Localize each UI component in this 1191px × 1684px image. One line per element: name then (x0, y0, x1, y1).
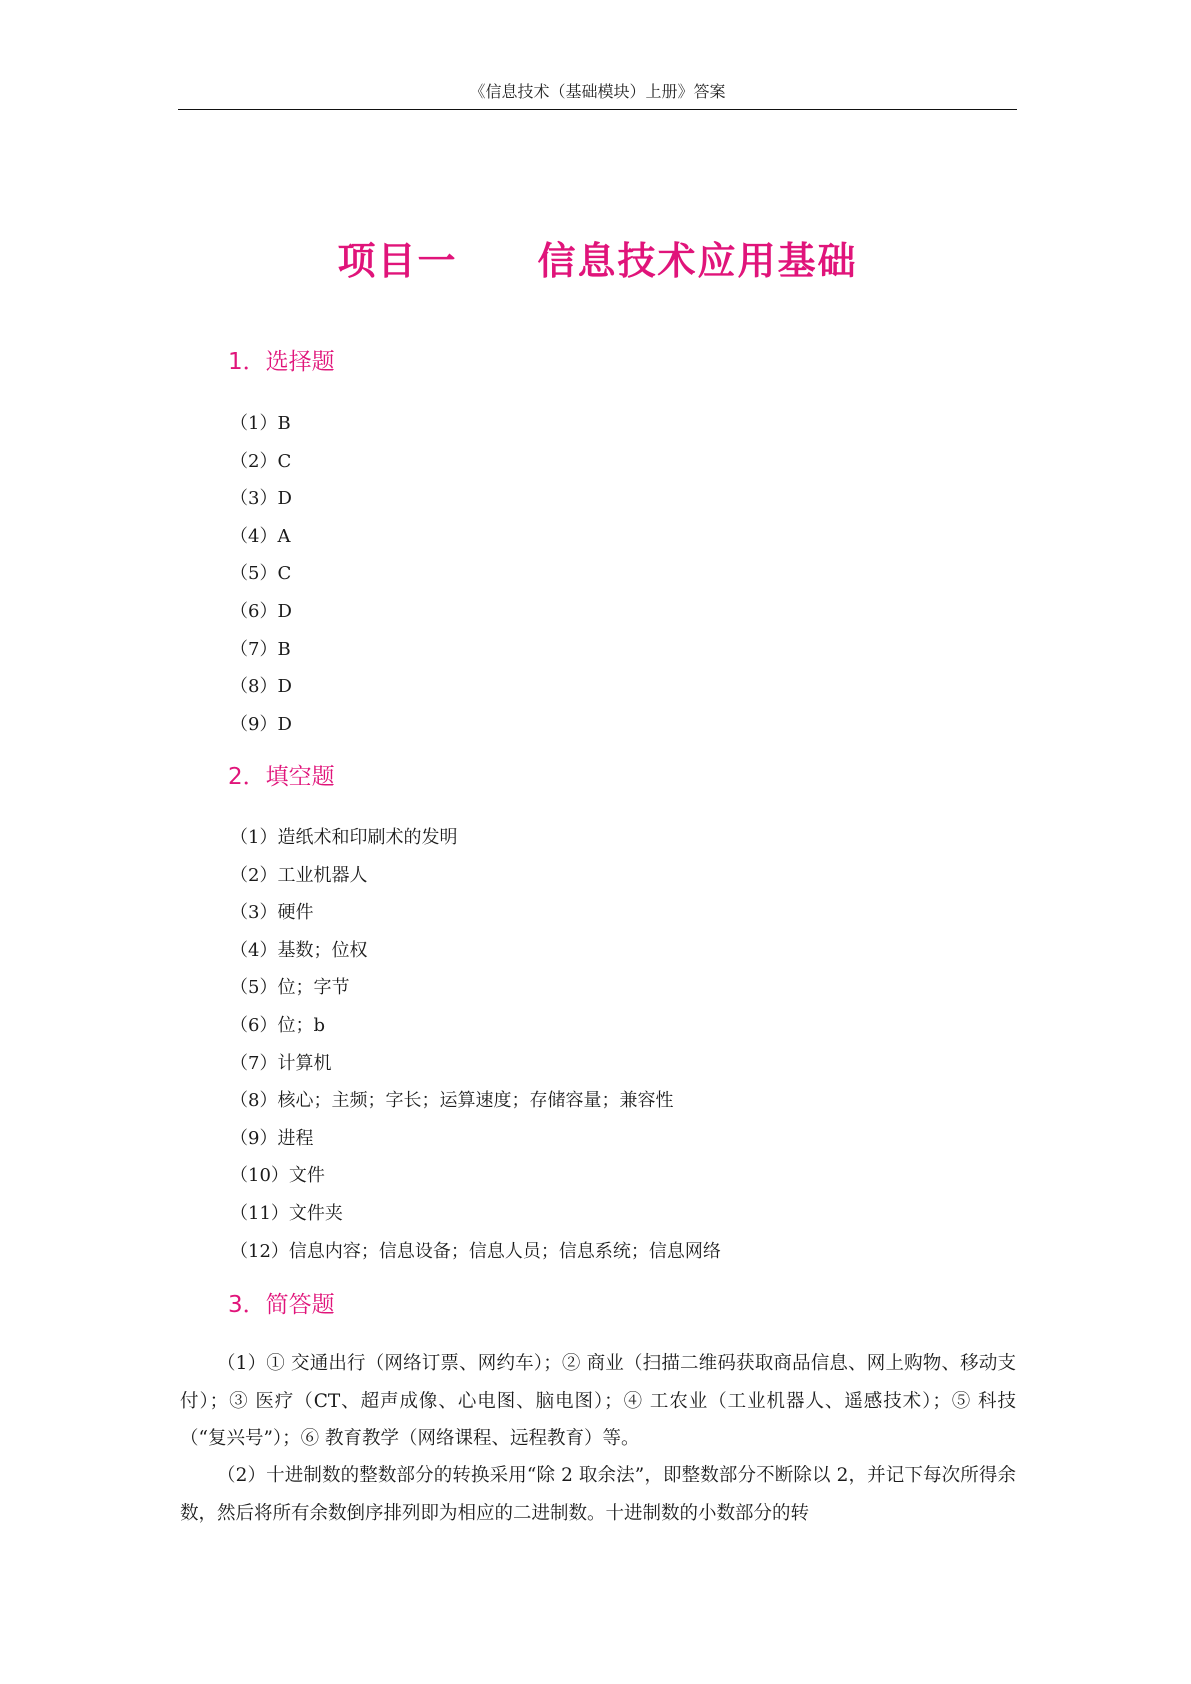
item-answer: B (277, 638, 291, 660)
list-item (230, 706, 292, 744)
list-item (230, 894, 721, 932)
list-item (230, 1120, 721, 1158)
paragraph-text: 十进制数的整数部分的转换采用“除 2 取余法”，即整数部分不断除以 2，并记下每次所得余数，然后将所有余数倒序排列即为相应的二进制数。十进制数的小数部分的转 (180, 1465, 1016, 1524)
list-item (230, 1082, 721, 1120)
item-answer: 信息内容；信息设备；信息人员；信息系统；信息网络 (288, 1240, 721, 1262)
list-item (230, 593, 292, 631)
list-item (230, 480, 292, 518)
item-number: （5） (230, 563, 278, 585)
list-item (230, 443, 292, 481)
item-answer: C (277, 563, 292, 585)
item-answer: D (277, 488, 292, 510)
paragraph-number: （1） (217, 1353, 267, 1374)
running-header: 《信息技术（基础模块）上册》答案 (469, 82, 726, 101)
list-item (230, 518, 292, 556)
list-item (230, 555, 292, 593)
item-answer: D (277, 676, 292, 698)
item-number: （3） (230, 902, 278, 924)
item-number: （9） (230, 1127, 278, 1149)
list-item (230, 969, 721, 1007)
list-item (230, 631, 292, 669)
list-item (230, 857, 721, 895)
list-item (230, 1195, 721, 1233)
item-number: （2） (230, 864, 278, 886)
section-heading-fill-in: 2．填空题 (228, 764, 335, 790)
item-number: （3） (230, 488, 278, 510)
item-answer: D (277, 713, 292, 735)
item-number: （7） (230, 638, 278, 660)
item-number: （1） (230, 413, 278, 434)
item-answer: 文件夹 (288, 1202, 343, 1224)
list-item (230, 405, 292, 443)
item-answer: 核心；主频；字长；运算速度；存储容量；兼容性 (277, 1090, 674, 1112)
item-number: （7） (230, 1052, 278, 1074)
item-number: （4） (230, 525, 278, 547)
list-item (230, 819, 721, 857)
paragraph-text: ① 交通出行（网络订票、网约车）；② 商业（扫描二维码获取商品信息、网上购物、移动支付）；③ 医疗（CT、超声成像、心电图、脑电图）；④ 工农业（工业机器人、遥感技术）；⑤ 科技（“复兴号”）；⑥ 教育教学（网络课程、远程教育）等。 (180, 1353, 1016, 1449)
item-answer: 计算机 (277, 1052, 332, 1074)
item-answer: C (277, 450, 292, 472)
item-answer: 位；字节 (277, 977, 350, 999)
item-number: （1） (230, 827, 278, 848)
page-title: 项目一 信息技术应用基础 (337, 239, 858, 283)
item-number: （9） (230, 713, 278, 735)
item-answer: 位；b (277, 1014, 325, 1036)
fill-in-answer-list (230, 819, 721, 1270)
item-number: （8） (230, 676, 278, 698)
item-number: （10） (230, 1165, 289, 1187)
short-answer-paragraph (180, 1457, 1016, 1532)
section-heading-short-answer: 3．简答题 (228, 1292, 335, 1318)
item-answer: 硬件 (277, 902, 314, 924)
item-number: （2） (230, 450, 278, 472)
list-item (230, 1007, 721, 1045)
short-answer-paragraph (180, 1345, 1016, 1458)
section-heading-choice: 1．选择题 (228, 349, 335, 375)
item-number: （8） (230, 1090, 278, 1112)
list-item (230, 1233, 721, 1271)
item-answer: B (277, 413, 291, 434)
item-answer: 文件 (288, 1165, 325, 1187)
item-answer: D (277, 600, 292, 622)
item-number: （6） (230, 600, 278, 622)
paragraph-number: （2） (217, 1465, 267, 1486)
item-answer: A (277, 525, 291, 547)
item-number: （12） (230, 1240, 289, 1262)
item-number: （6） (230, 1014, 278, 1036)
item-number: （5） (230, 977, 278, 999)
header-rule (178, 109, 1017, 110)
item-answer: 基数；位权 (277, 939, 368, 961)
item-answer: 工业机器人 (277, 864, 368, 886)
item-answer: 造纸术和印刷术的发明 (277, 827, 458, 848)
list-item (230, 932, 721, 970)
list-item (230, 1045, 721, 1083)
item-answer: 进程 (277, 1127, 314, 1149)
choice-answer-list (230, 405, 292, 743)
list-item (230, 668, 292, 706)
item-number: （4） (230, 939, 278, 961)
item-number: （11） (230, 1202, 289, 1224)
list-item (230, 1157, 721, 1195)
